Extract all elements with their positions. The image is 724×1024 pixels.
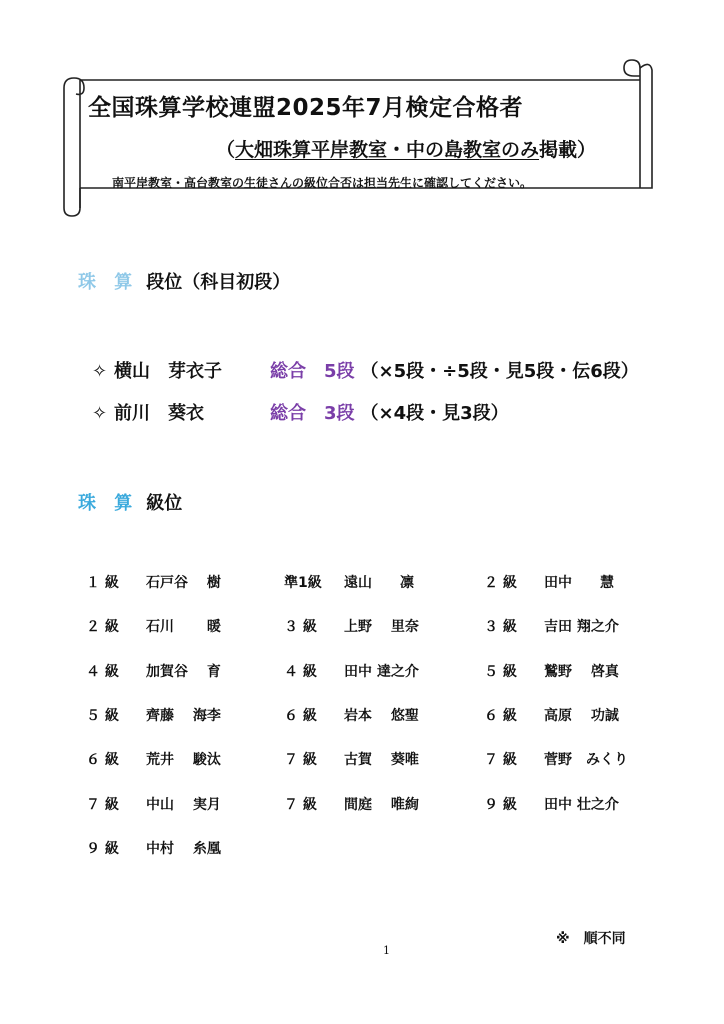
kyu-entry: [86, 616, 221, 636]
kyu-row: [86, 838, 686, 862]
kyu-student-name: 上野 里奈: [344, 619, 419, 636]
kyu-entry: [284, 749, 419, 769]
kyu-entry: [86, 838, 221, 858]
kyu-grade: ２ 級: [484, 575, 517, 591]
kyu-grade: ３ 級: [484, 619, 517, 636]
kyu-entry: [484, 616, 619, 636]
kyu-row: [86, 749, 686, 773]
kyu-student-name: 齊藤 海李: [146, 707, 221, 724]
dan-entry-name: 横山 芽衣子: [114, 361, 222, 382]
footnote: ※ 順不同: [556, 931, 626, 947]
kyu-student-name: 田中 慧: [544, 575, 614, 591]
kyu-entry: [284, 794, 419, 814]
kyu-section-heading: [78, 489, 182, 515]
kyu-student-name: 高原 功誠: [544, 707, 619, 724]
kyu-grade: ４ 級: [86, 663, 119, 680]
kyu-entry: [284, 661, 419, 681]
kyu-grade: ７ 級: [284, 796, 317, 813]
page-number: 1: [383, 944, 390, 957]
dan-entry-name: 前川 葵衣: [114, 403, 204, 424]
dan-entry-total: 総合 5段: [270, 361, 355, 382]
kyu-entry: [484, 705, 619, 725]
kyu-entry: [484, 572, 614, 592]
banner-subtitle: [216, 135, 596, 162]
kyu-student-name: 吉田 翔之介: [544, 619, 619, 636]
subtitle-open: （: [216, 139, 236, 161]
kyu-entry: [86, 661, 221, 681]
kyu-student-name: 田中 壮之介: [544, 796, 619, 813]
kyu-grade: １ 級: [86, 575, 119, 591]
kyu-student-name: 中村 糸凰: [146, 840, 221, 857]
kyu-row: [86, 572, 686, 596]
kyu-entry: [484, 794, 619, 814]
kyu-grade: ９ 級: [484, 796, 517, 813]
kyu-row: [86, 794, 686, 818]
kyu-grade: ５ 級: [86, 707, 119, 724]
kyu-student-name: 菅野 みくり: [544, 752, 628, 769]
kyu-row: [86, 661, 686, 685]
kyu-grade: ２ 級: [86, 619, 119, 636]
kyu-student-name: 遠山 凛: [344, 575, 414, 591]
kyu-heading-text: 級位: [146, 493, 183, 514]
kyu-entry: [484, 749, 628, 769]
dan-entry: [92, 357, 639, 383]
banner-title: 全国珠算学校連盟2025年7月検定合格者: [88, 95, 524, 121]
kyu-entry: [86, 572, 221, 592]
kyu-student-name: 古賀 葵唯: [344, 752, 419, 769]
kyu-entry: [86, 749, 221, 769]
kyu-grade: ７ 級: [484, 752, 517, 769]
kyu-grade: ６ 級: [86, 752, 119, 769]
kyu-entry: [86, 794, 221, 814]
kyu-student-name: 加賀谷 育: [146, 663, 221, 680]
kyu-grade: ３ 級: [284, 619, 317, 636]
kyu-entry: [86, 705, 221, 725]
kyu-grade: ７ 級: [284, 752, 317, 769]
kyu-student-name: 石川 暖: [146, 619, 221, 636]
kyu-grade: ９ 級: [86, 840, 119, 857]
dan-entry-detail: （×4段・見3段）: [360, 403, 509, 424]
kyu-grade: ７ 級: [86, 796, 119, 813]
kyu-grade: ４ 級: [284, 663, 317, 680]
kyu-grade: ５ 級: [484, 663, 517, 680]
sparkle-icon: ✧: [92, 361, 108, 382]
kyu-student-name: 田中 達之介: [344, 663, 419, 680]
kyu-student-name: 鷲野 啓真: [544, 663, 619, 680]
dan-entry-total: 総合 3段: [270, 403, 355, 424]
kyu-entry: [484, 661, 619, 681]
kyu-student-name: 石戸谷 樹: [146, 575, 221, 591]
kyu-entry: [284, 705, 419, 725]
dan-entry: [92, 399, 509, 425]
dan-subject: 珠 算: [78, 272, 139, 293]
kyu-row: [86, 616, 686, 640]
kyu-student-name: 中山 実月: [146, 796, 221, 813]
sparkle-icon: ✧: [92, 403, 108, 424]
kyu-grade: 準1級: [284, 575, 322, 591]
dan-heading-text: 段位（科目初段）: [146, 272, 291, 293]
kyu-student-name: 間庭 唯絢: [344, 796, 419, 813]
kyu-grade: ６ 級: [484, 707, 517, 724]
dan-section-heading: [78, 268, 290, 294]
kyu-entry: [284, 572, 414, 592]
kyu-subject: 珠 算: [78, 493, 139, 514]
banner-note: 南平岸教室・高台教室の生徒さんの級位合否は担当先生に確認してください。: [112, 176, 533, 190]
kyu-student-name: 荒井 駿汰: [146, 752, 221, 769]
kyu-student-name: 岩本 悠聖: [344, 707, 419, 724]
subtitle-main: 大畑珠算平岸教室・中の島教室のみ: [235, 139, 540, 161]
kyu-grade: ６ 級: [284, 707, 317, 724]
kyu-row: [86, 705, 686, 729]
kyu-entry: [284, 616, 419, 636]
subtitle-tail: 掲載）: [539, 139, 597, 161]
dan-entry-detail: （×5段・÷5段・見5段・伝6段）: [360, 361, 639, 382]
